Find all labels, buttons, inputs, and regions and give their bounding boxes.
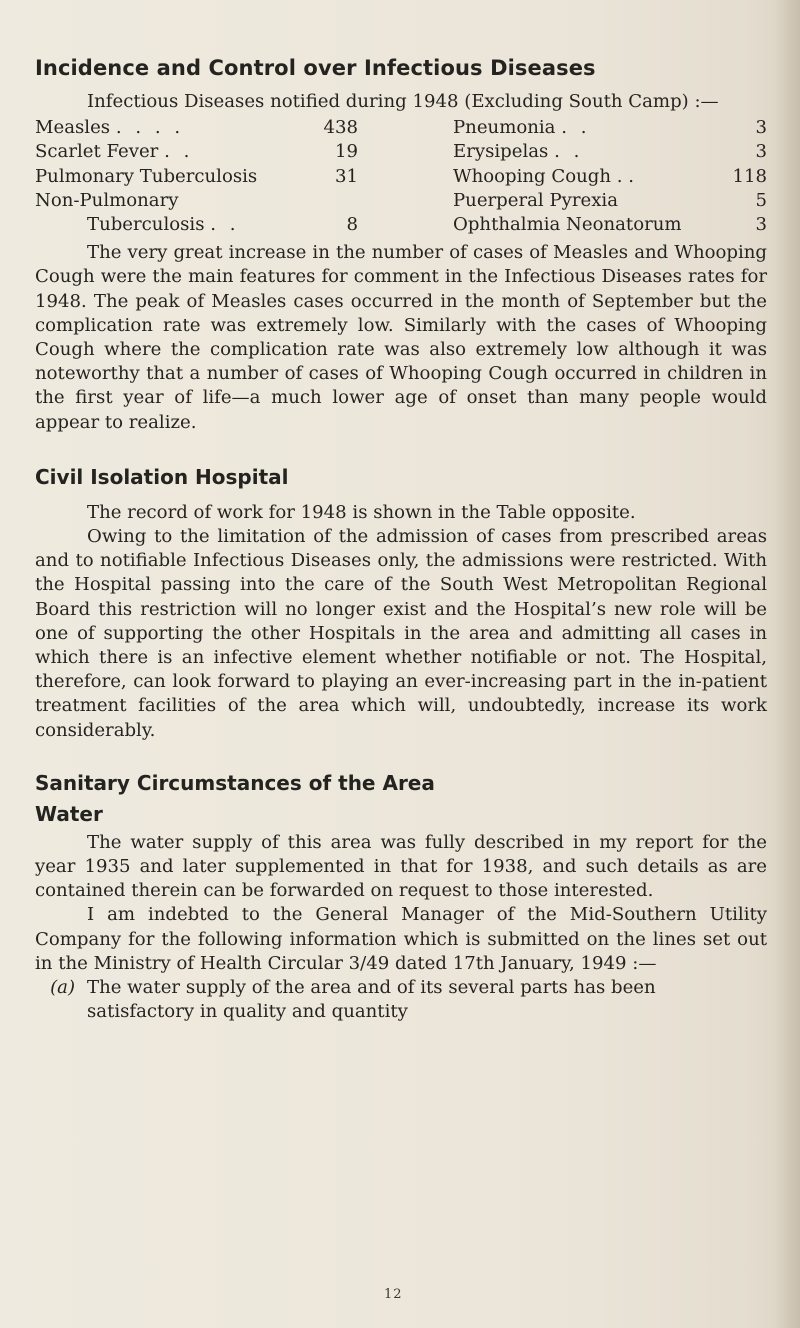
right-disease-count: 3 (755, 117, 767, 139)
disease-row (35, 165, 767, 189)
disease-row (35, 140, 767, 164)
left-disease-name: Scarlet Fever . . (35, 141, 194, 163)
disease-row (35, 189, 767, 213)
right-disease-name: Ophthalmia Neonatorum (453, 214, 682, 236)
left-disease-count: 19 (334, 141, 358, 163)
right-disease-name: Puerperal Pyrexia (453, 189, 618, 211)
disease-row (35, 213, 767, 237)
page-edge-shadow (774, 0, 800, 1328)
left-disease-name: Non-Pulmonary (35, 189, 179, 211)
page-title: Incidence and Control over Infectious Diseases (35, 56, 596, 80)
report-content (35, 54, 767, 1025)
water-list-item-a (35, 976, 767, 1024)
right-disease-name: Pneumonia . . (453, 117, 591, 139)
left-disease-count: 31 (334, 165, 358, 187)
list-item-label: (a) (50, 977, 75, 999)
infectious-disease-list (35, 116, 767, 237)
right-disease-count: 118 (732, 165, 767, 187)
civil-isolation-heading: Civil Isolation Hospital (35, 464, 289, 489)
disease-row (35, 116, 767, 140)
left-disease-count: 8 (346, 214, 358, 236)
water-paragraph-2: I am indebted to the General Manager of the Mid-Southern Utility Company for the following information which is submitted on the lines set out in the Ministry of Health Circular 3/49 dated 17th January, 1949 :— (35, 904, 767, 974)
left-disease-count: 438 (323, 117, 358, 139)
civil-isolation-paragraph-1: The record of work for 1948 is shown in the Table opposite. (87, 501, 636, 523)
page-number: 12 (384, 1287, 403, 1302)
left-disease-name: Measles . . . . (35, 117, 185, 139)
disease-table-intro: Infectious Diseases notified during 1948 (Excluding South Camp) :— (87, 91, 719, 112)
left-disease-name: Tuberculosis . . (87, 214, 240, 236)
disease-comment-paragraph: The very great increase in the number of cases of Measles and Whooping Cough were the main features for comment in the Infectious Diseases rates for 1948. The peak of Measles cases occurred in the month of September but the complication rate was extremely low. Similarly with the cases of Whooping Cough where the complication rate was also extremely low although it was noteworthy that a number of cases of Whooping Cough occurred in children in the first year of life—a much lower age of onset than many people would appear to realize. (35, 242, 767, 433)
sanitary-heading: Sanitary Circumstances of the Area (35, 770, 435, 795)
right-disease-count: 5 (755, 189, 767, 211)
list-item-text: The water supply of the area and of its several parts has been satisfactory in quality and quantity (87, 977, 656, 1023)
right-disease-name: Whooping Cough . . (453, 165, 635, 187)
right-disease-name: Erysipelas . . (453, 141, 584, 163)
water-paragraph-1: The water supply of this area was fully described in my report for the year 1935 and later supplemented in that for 1938, and such details as are contained therein can be forwarded on request to those interested. (35, 831, 767, 902)
right-disease-count: 3 (755, 141, 767, 163)
right-disease-count: 3 (755, 214, 767, 236)
water-heading: Water (35, 801, 103, 826)
civil-isolation-paragraph-2: Owing to the limitation of the admission of cases from prescribed areas and to notifiable Infectious Diseases only, the admissions were restricted. With the Hospital passing into the care of the South West Metropolitan Regional Board this restriction will no longer exist and the Hospital’s new role will be one of supporting the other Hospitals in the area and admitting all cases in which there is an infective element whether notifiable or not. The Hospital, therefore, can look forward to playing an ever-increasing part in the in-patient treatment facilities of the area which will, undoubtedly, increase its work considerably. (35, 526, 767, 741)
left-disease-name: Pulmonary Tuberculosis (35, 165, 258, 187)
